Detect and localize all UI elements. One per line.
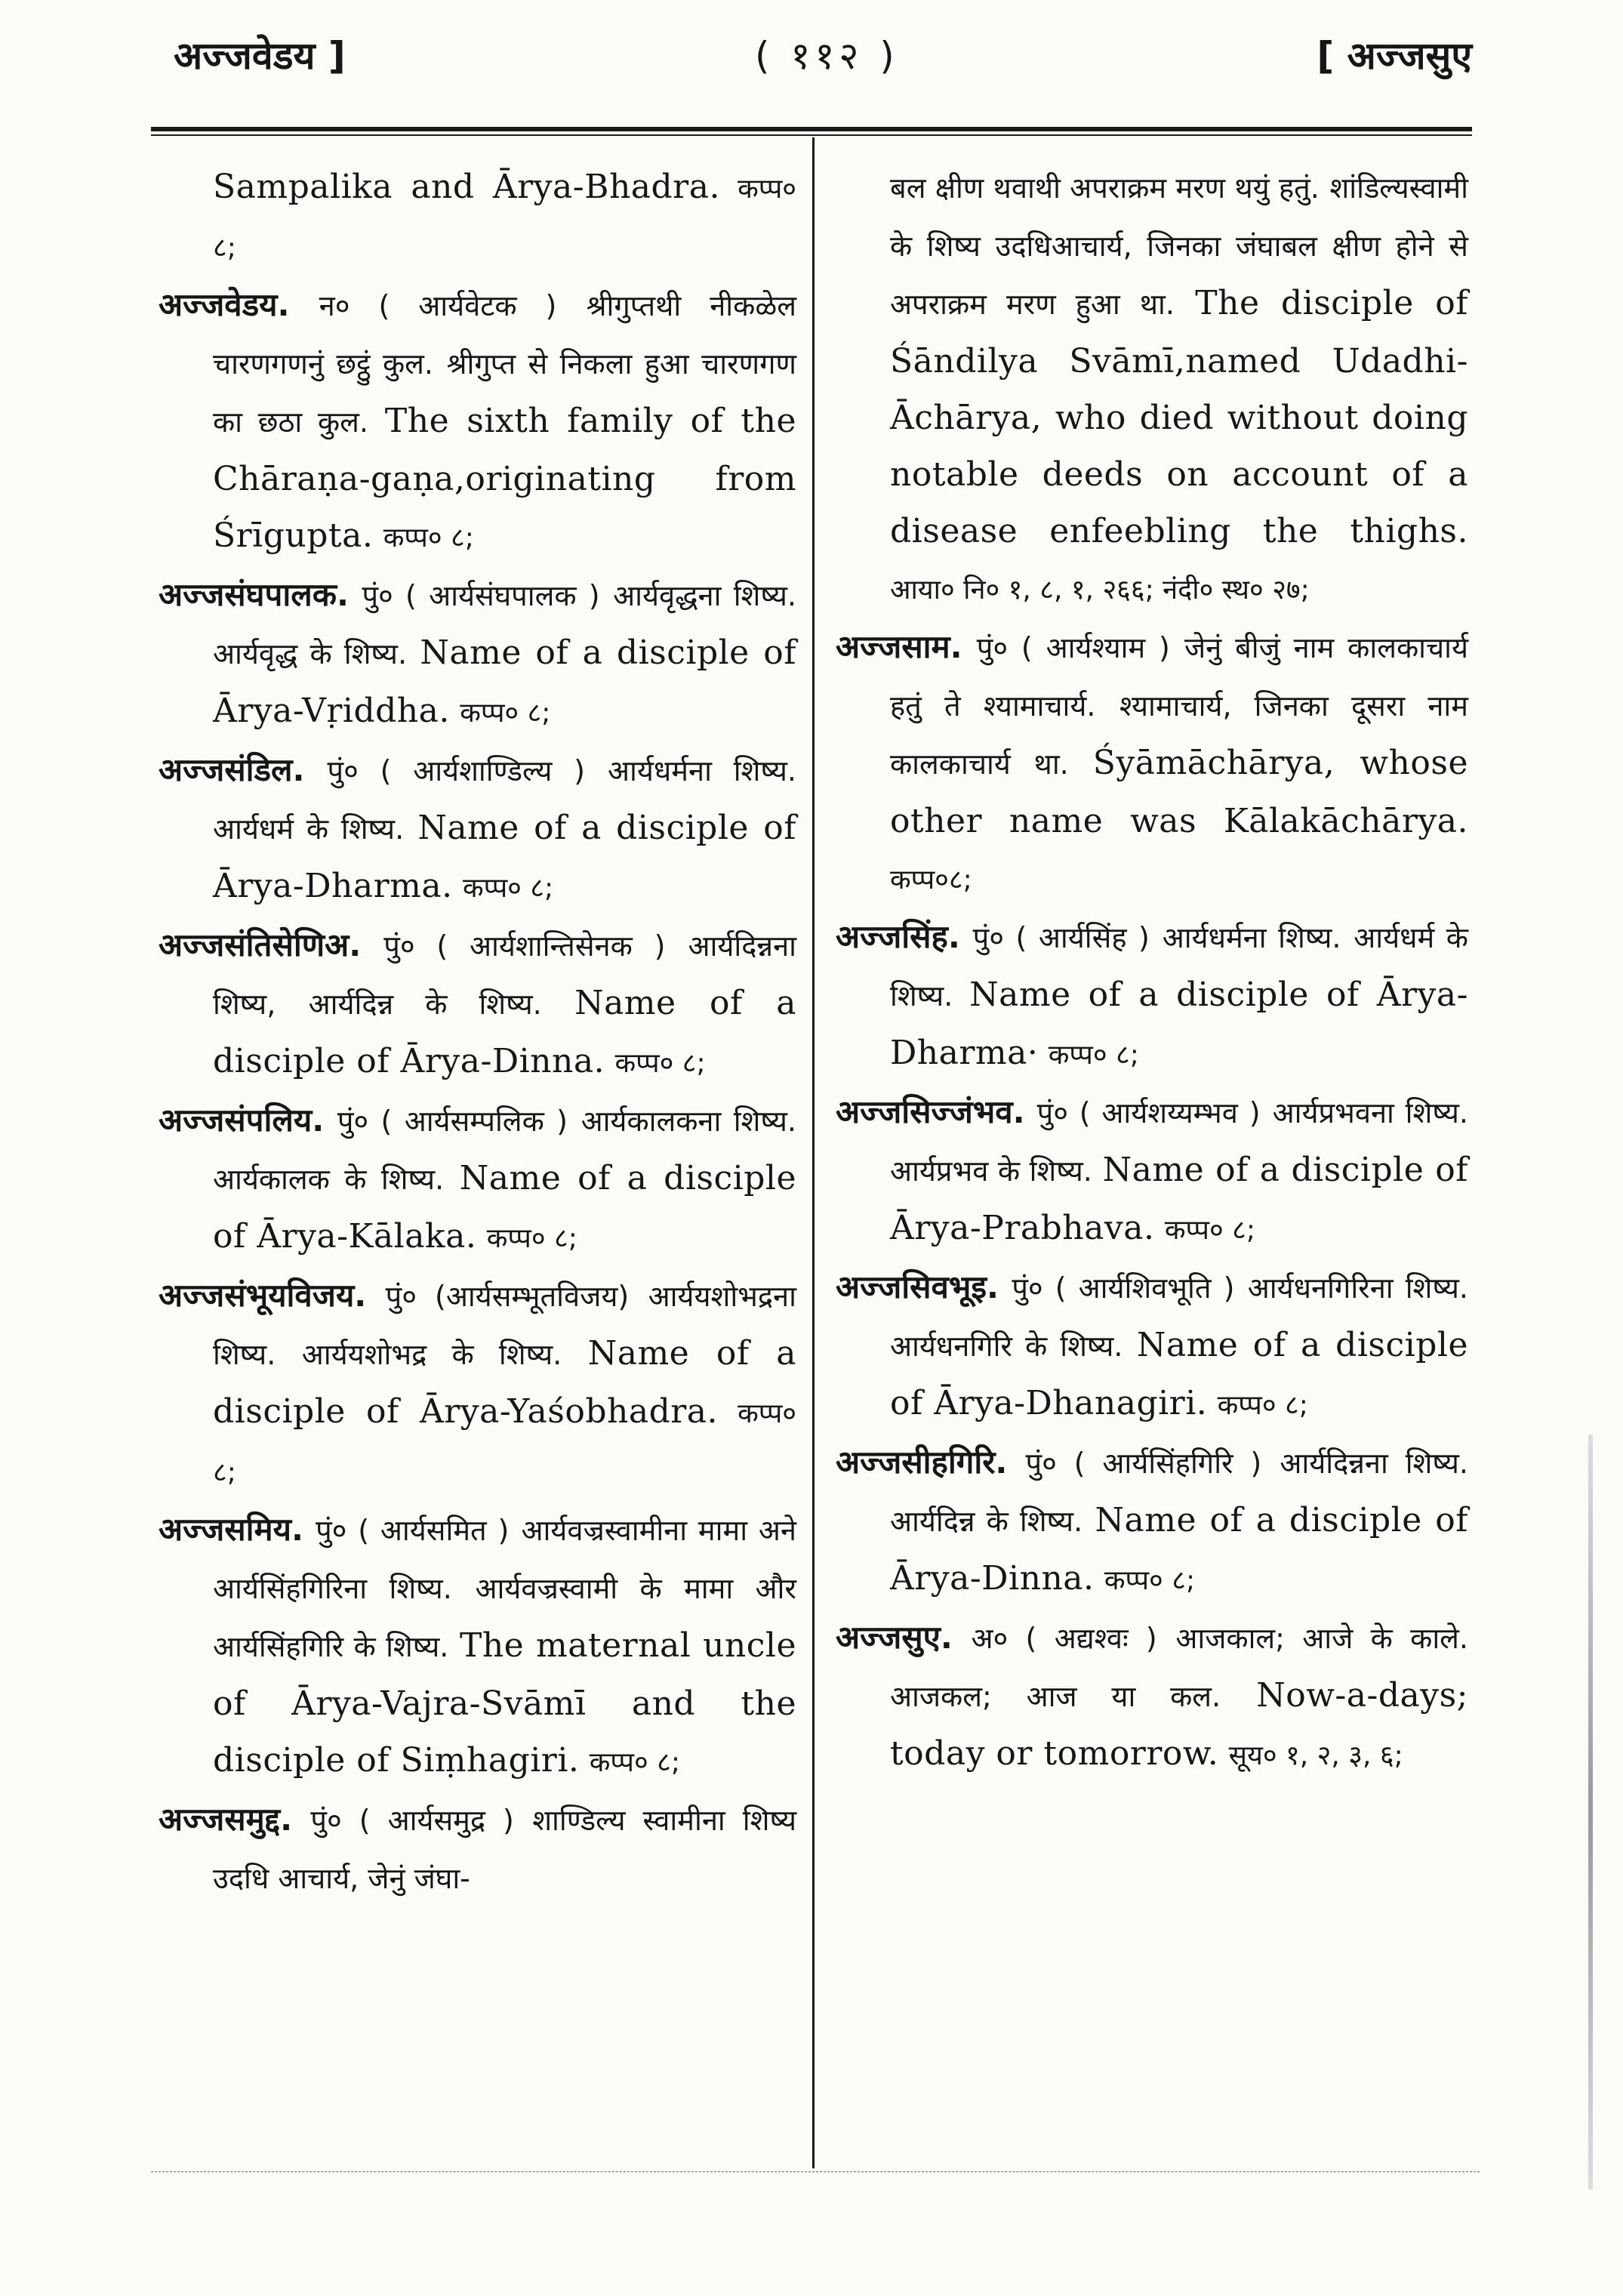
entry-reference: सूय० १, २, ३, ६; <box>1228 1740 1403 1771</box>
entry-headword: अज्जसंपलिय. <box>159 1102 325 1139</box>
entry-headword: अज्जसाम. <box>836 628 962 665</box>
entry-hindi: श्रीगुप्त से निकला हुआ चारणगण का छठा कुल. <box>213 347 796 439</box>
dictionary-entry <box>836 1609 1468 1784</box>
entry-reference: कप्प० ८; <box>1048 1040 1139 1071</box>
entry-gujarati: आर्यदिन्नना शिष्य. <box>1280 1447 1468 1480</box>
entry-reference: कप्प० ८; <box>589 1747 680 1778</box>
entry-grammar: पुं० ( आर्यसिंहगिरि ) <box>1025 1447 1262 1480</box>
entry-reference: कप्प०८; <box>890 864 972 895</box>
entry-headword: अज्जसंतिसेणिअ. <box>159 926 362 963</box>
entry-hindi: आर्ययशोभद्र के शिष्य. <box>301 1338 562 1371</box>
entry-gujarati: आर्यप्रभवना शिष्य. <box>1272 1096 1468 1130</box>
header-right-guideword: [ अज्जसुए <box>1317 34 1472 78</box>
dictionary-entry <box>159 1092 796 1267</box>
entry-english: Name of a disciple of Ārya-Yaśobhadra. <box>213 1334 796 1431</box>
entry-headword: अज्जवेडय. <box>159 286 290 323</box>
entry-english: The maternal uncle of Ārya-Vajra-Svāmī and the disciple of Siṃhagiri. <box>213 1626 797 1780</box>
header-left-guideword: अज्जवेडय ] <box>174 34 346 78</box>
page-edge-shadow <box>1588 1435 1593 2190</box>
entry-grammar: पुं० ( आर्यसमित ) <box>316 1514 510 1547</box>
entry-gujarati: आर्यधर्मना शिष्य. <box>1162 921 1341 954</box>
entry-english: The sixth family of the Chāraṇa-gaṇa,originating from Śrīgupta. <box>213 402 796 555</box>
entry-english: Now-a-days; today or tomorrow. <box>890 1676 1468 1773</box>
entry-reference: कप्प० ८; <box>614 1048 706 1079</box>
entry-reference: कप्प० ८; <box>460 698 551 729</box>
entry-headword: अज्जसिज्जंभव. <box>836 1093 1025 1130</box>
entry-hindi: आर्यदिन्न के शिष्य. <box>308 988 542 1021</box>
entry-headword: अज्जसुए. <box>836 1619 953 1656</box>
entry-gujarati: श्रीगुप्तथी नीकळेल चारणगणनुं छट्ठुं कुल. <box>213 289 796 381</box>
dictionary-entry-continuation <box>159 159 796 276</box>
entry-hindi: आर्यवृद्ध के शिष्य. <box>213 637 408 670</box>
dictionary-entry <box>159 566 796 741</box>
dictionary-entry <box>836 1434 1468 1609</box>
dictionary-entry <box>836 1083 1468 1259</box>
entry-grammar: पुं० ( आर्यसंघपालक ) <box>362 579 600 612</box>
dictionary-entry-continuation <box>836 159 1468 618</box>
entry-grammar: अ० ( अद्यश्वः ) <box>971 1622 1157 1655</box>
entry-gujarati: आर्यवज्रस्वामीना मामा अने आर्यसिंहगिरिना शिष्य. <box>213 1514 797 1605</box>
dictionary-entry <box>836 618 1468 908</box>
right-column <box>836 159 1468 1784</box>
entry-reference: कप्प० ८; <box>1217 1390 1308 1421</box>
left-column <box>159 159 796 1907</box>
footer-rule <box>151 2171 1480 2172</box>
dictionary-entry <box>159 917 796 1092</box>
entry-grammar: पुं० ( आर्यशाण्डिल्य ) <box>327 754 585 787</box>
entry-grammar: पुं० ( आर्यशान्तिसेनक ) <box>383 929 666 963</box>
entry-grammar: पुं० ( आर्यसम्पलिक ) <box>337 1105 568 1138</box>
dictionary-entry <box>159 741 796 917</box>
entry-reference: कप्प० ८; <box>462 873 554 904</box>
entry-grammar: पुं० ( आर्यशय्यम्भव ) <box>1036 1096 1261 1130</box>
entry-headword: अज्जसमिय. <box>159 1511 303 1548</box>
entry-headword: अज्जसिंह. <box>836 918 960 955</box>
entry-headword: अज्जसंघपालक. <box>159 576 349 613</box>
column-divider <box>812 137 815 2168</box>
entry-gujarati: आर्यधर्मना शिष्य. <box>608 754 796 787</box>
entry-gujarati: शाण्डिल्य स्वामीना शिष्य उदधि आचार्य, जेनुं जंघा- <box>213 1804 796 1895</box>
entry-english: Name of a disciple of Ārya-Dharma· <box>890 975 1468 1072</box>
entry-grammar: पुं० ( आर्यसिंह ) <box>972 921 1150 954</box>
header-rule-thin <box>151 134 1472 136</box>
entry-gujarati: आर्यधनगिरिना शिष्य. <box>1247 1271 1468 1305</box>
entry-grammar: पुं० (आर्यसम्भूतविजय) <box>385 1280 630 1313</box>
entry-hindi: आर्यदिन्न के शिष्य. <box>890 1505 1083 1538</box>
dictionary-entry <box>836 1259 1468 1434</box>
entry-grammar: पुं० ( आर्यसमुद्र ) <box>310 1804 514 1837</box>
entry-english: Śyāmāchārya, whose other name was Kālakāchārya. <box>890 744 1468 840</box>
entry-gujarati: आर्यवृद्धना शिष्य. <box>613 579 796 612</box>
entry-hindi: आजकल; आज या कल. <box>890 1680 1221 1713</box>
entry-headword: अज्जसंभूयविजय. <box>159 1277 367 1314</box>
entry-hindi: आर्यवज्रस्वामी के मामा और आर्यसिंहगिरि के शिष्य. <box>213 1572 796 1663</box>
entry-reference: कप्प० ८; <box>1104 1565 1196 1596</box>
entry-hindi: आर्यप्रभव के शिष्य. <box>890 1154 1092 1188</box>
dictionary-entry <box>159 1267 796 1501</box>
entry-reference: आया० नि० १, ८, १, २६६; नंदी० स्थ० २७; <box>890 575 1310 606</box>
entry-reference: कप्प० ८; <box>383 522 474 553</box>
entry-english: Name of a disciple of Ārya-Prabhava. <box>890 1151 1468 1247</box>
entry-headword: अज्जसमुद्द. <box>159 1801 293 1838</box>
dictionary-entry <box>159 276 796 566</box>
entry-english: Name of a disciple of Ārya-Dharma. <box>213 809 796 905</box>
entry-grammar: पुं० ( आर्यश्याम ) <box>976 631 1170 664</box>
entry-gujarati: आर्यदिन्नना शिष्य, <box>213 929 797 1021</box>
entry-gujarati: आर्यकालकना शिष्य. <box>581 1105 796 1138</box>
entry-hindi: आर्यकालक के शिष्य. <box>213 1163 445 1196</box>
entry-hindi: आर्यधर्म के शिष्य. <box>890 921 1468 1012</box>
entry-reference: कप्प० ८; <box>1164 1215 1256 1246</box>
entry-headword: अज्जसीहगिरि. <box>836 1444 1008 1481</box>
entry-grammar: न० ( आर्यवेटक ) <box>319 289 557 322</box>
entry-english: Name of a disciple of Ārya-Dhanagiri. <box>890 1326 1468 1422</box>
entry-gujarati: आजकाल; आजे के काले. <box>1175 1622 1469 1655</box>
header-rule-thick <box>151 127 1472 131</box>
entry-gujarati: जेनुं बीजुं नाम कालकाचार्य हतुं ते श्यामाचार्य. <box>890 631 1468 723</box>
entry-reference: कप्प० ८; <box>213 174 796 264</box>
entry-english: Name of a disciple of Ārya-Vṛiddha. <box>213 633 796 730</box>
entry-english: The disciple of Śāndilya Svāmī,named Udadhi-Āchārya, who died without doing notable deeds on account of a disease enfeebling the thighs. <box>890 284 1468 550</box>
entry-headword: अज्जसिवभूइ. <box>836 1268 999 1305</box>
page-number: ( ११२ ) <box>755 34 899 78</box>
dictionary-entry <box>159 1791 796 1907</box>
entry-gujarati: बल क्षीण थवाथी अपराक्रम मरण थयुं हतुं. <box>890 171 1320 205</box>
entry-english: Name of a disciple of Ārya-Dinna. <box>213 984 796 1080</box>
entry-hindi: शांडिल्यस्वामी के शिष्य उदधिआचार्य, जिनका जंघाबल क्षीण होने से अपराक्रम मरण हुआ था. <box>890 171 1469 321</box>
dictionary-entry <box>836 908 1468 1083</box>
entry-english: Name of a disciple of Ārya-Dinna. <box>890 1501 1468 1598</box>
entry-gujarati: आर्ययशोभद्रना शिष्य. <box>213 1280 796 1371</box>
entry-hindi: आर्यधनगिरि के शिष्य. <box>890 1330 1123 1363</box>
entry-english: Sampalika and Ārya-Bhadra. <box>213 168 720 206</box>
dictionary-entry <box>159 1501 796 1791</box>
entry-english: Name of a disciple of Ārya-Kālaka. <box>213 1159 796 1256</box>
entry-grammar: पुं० ( आर्यशिवभूति ) <box>1012 1271 1235 1305</box>
entry-hindi: आर्यधर्म के शिष्य. <box>213 812 405 846</box>
entry-hindi: श्यामाचार्य, जिनका दूसरा नाम कालकाचार्य था. <box>890 689 1468 781</box>
entry-reference: कप्प० ८; <box>213 1398 796 1488</box>
entry-reference: कप्प० ८; <box>486 1223 577 1254</box>
entry-headword: अज्जसंडिल. <box>159 751 305 788</box>
